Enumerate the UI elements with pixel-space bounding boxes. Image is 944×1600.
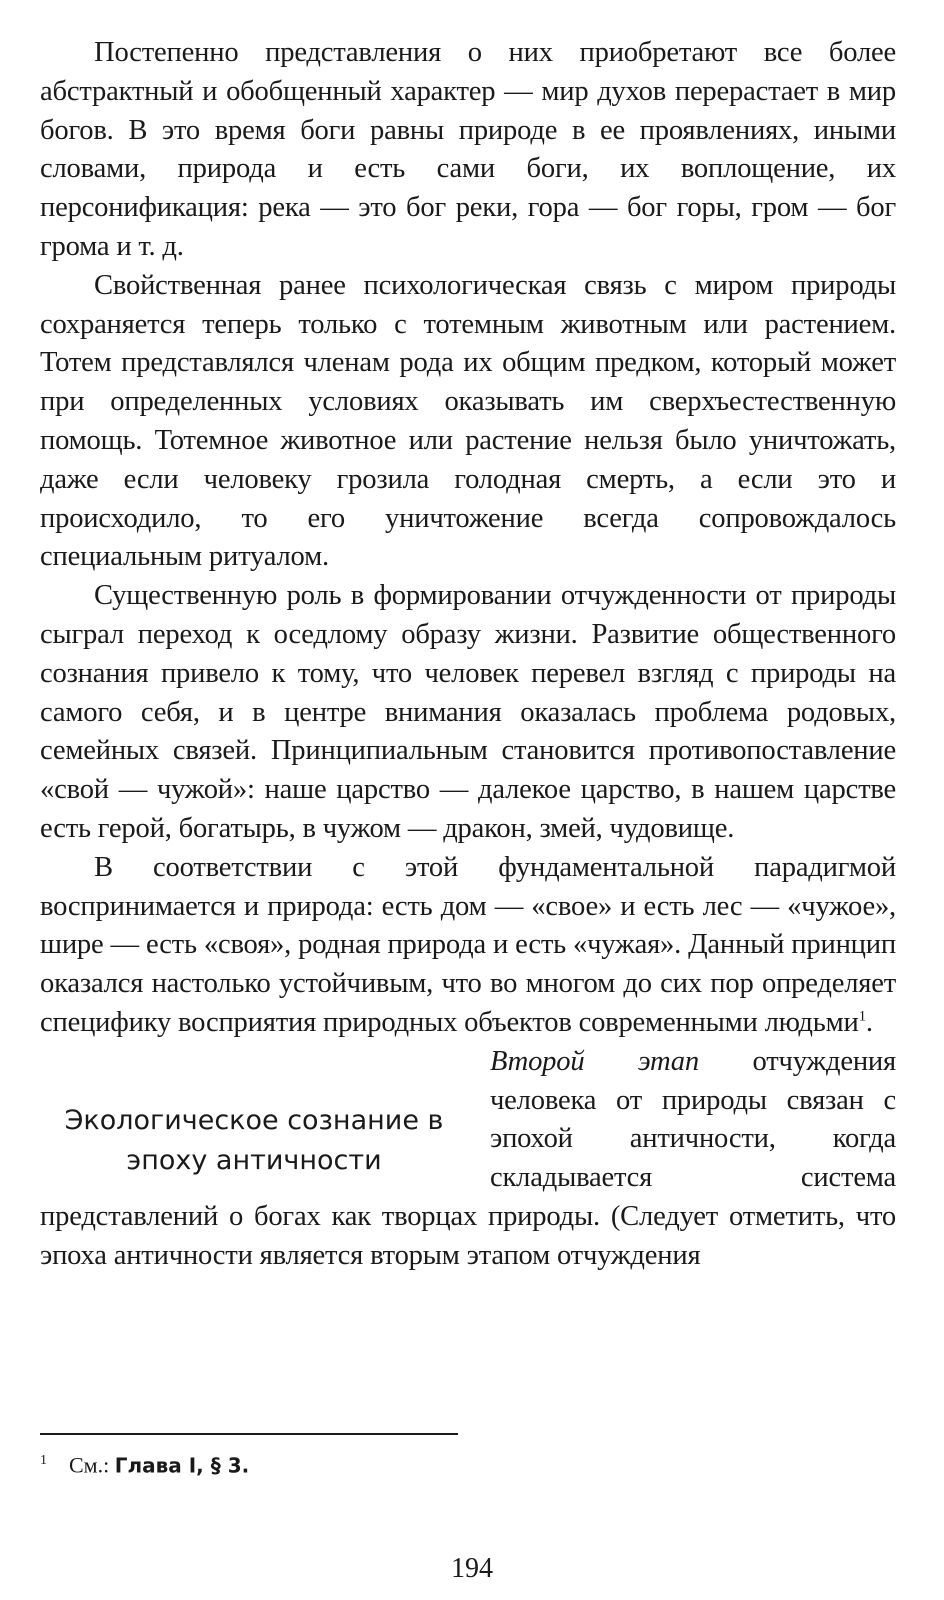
section-antiquity bbox=[40, 1043, 896, 1276]
footnote-prefix: См.: bbox=[69, 1452, 115, 1478]
footnote-ref: Глава I, § 3. bbox=[114, 1453, 250, 1478]
paragraph-1: Постепенно представления о них приобретают все более абстрактный и обобщенный характер — мир духов перерастает в мир богов. В это время боги равны природе в ее проявлениях, иными словами, природа и есть сами боги, их воплощение, их персонификация: река — это бог реки, гора — бог горы, гром — бог грома и т. д. bbox=[40, 37, 896, 262]
paragraph-2: Свойственная ранее психологическая связь с миром природы сохраняется теперь только с тотемным животным или растением. Тотем представлялся членам рода их общим предком, который может при определенных условиях оказывать им сверхъестественную помощь. Тотемное животное или растение нельзя было уничтожать, даже если человеку грозила голодная смерть, а если это и происходило, то его уничтожение всегда сопровождалось специальным ритуалом. bbox=[40, 269, 896, 573]
footnote-marker: 1 bbox=[40, 1453, 47, 1468]
paragraph-4: В соответствии с этой фундаментальной парадигмой воспринимается и природа: есть дом — «свое» и есть лес — «чужое», шире — есть «своя», родная природа и есть «чужая». Данный принцип оказался настолько устойчивым, что во многом до сих пор определяет специфику восприятия природных объектов современными людьми$^1$. bbox=[40, 851, 896, 1038]
page-body bbox=[40, 34, 896, 1276]
footnote bbox=[40, 1446, 249, 1480]
section-heading bbox=[40, 1101, 468, 1181]
section-heading-line-1: Экологическое сознание в bbox=[64, 1104, 444, 1136]
footnote-reference[interactable]: 1 bbox=[858, 1008, 866, 1025]
paragraph-3: Существенную роль в формировании отчужденности от природы сыграл переход к оседлому образу жизни. Развитие общественного сознания привело к тому, что человек перевел взгляд с природы на самого себя, и в центре внимания оказалась проблема родовых, семейных связей. Принципиальным становится противопоставление «свой — чужой»: наше царство — далекое царство, в нашем царстве есть герой, богатырь, в чужом — дракон, змей, чудовище. bbox=[40, 580, 896, 844]
section-paragraph-text: отчуждения человека от природы связан с эпохой античности, когда складывается система представлений о богах как творцах природы. (Следует отметить, что эпоха античности является вторым этапом отчуждения bbox=[40, 1045, 896, 1271]
section-heading-line-2: эпоху античности bbox=[126, 1144, 382, 1176]
paragraph-4-text: В соответствии с этой фундаментальной парадигмой воспринимается и природа: есть дом — «свое» и есть лес — «чужое», шире — есть «своя», родная природа и есть «чужая». Данный принцип оказался настолько устойчивым, что во многом до сих пор определяет специфику восприятия природных объектов современными людьми bbox=[40, 851, 896, 1038]
footnote-divider bbox=[40, 1433, 458, 1435]
italic-lead: Второй этап bbox=[490, 1045, 699, 1077]
page-number: 194 bbox=[451, 1553, 493, 1584]
